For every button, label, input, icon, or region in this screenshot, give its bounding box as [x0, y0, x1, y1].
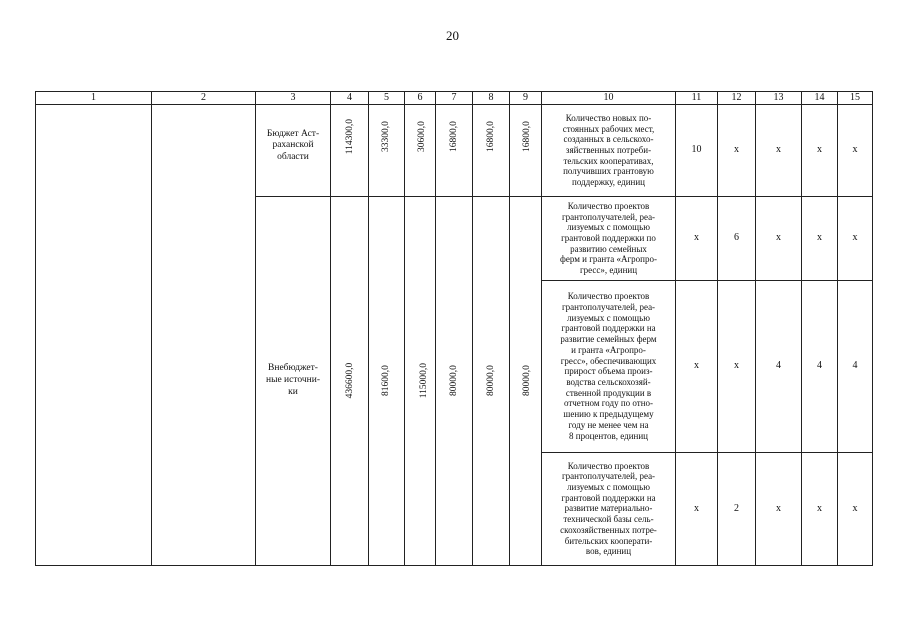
- indicator-value: 2: [718, 452, 756, 565]
- indicator-value: х: [756, 196, 802, 280]
- funding-amount: 81600,0: [380, 365, 391, 397]
- funding-amount-cell: [436, 196, 473, 565]
- indicator-value: х: [802, 196, 838, 280]
- funding-amount: 80000,0: [521, 365, 532, 397]
- funding-amount: 436600,0: [345, 362, 356, 399]
- indicator-value: х: [838, 452, 873, 565]
- column-number: 2: [152, 92, 256, 105]
- funding-amount-cell: [369, 196, 405, 565]
- funding-amount-cell: [331, 104, 369, 196]
- table-row: [36, 104, 873, 196]
- funding-amount: 30600,0: [416, 120, 427, 152]
- empty-cell: [36, 104, 152, 565]
- funding-source: Бюджет Аст- раханской области: [256, 104, 331, 196]
- funding-amount: 114300,0: [345, 118, 356, 155]
- indicator-value: х: [676, 452, 718, 565]
- indicator-value: 4: [756, 280, 802, 452]
- indicator-value: х: [718, 104, 756, 196]
- column-number: 15: [838, 92, 873, 105]
- column-number: 9: [510, 92, 542, 105]
- funding-amount-cell: [405, 104, 436, 196]
- column-number: 3: [256, 92, 331, 105]
- column-number: 4: [331, 92, 369, 105]
- column-number: 6: [405, 92, 436, 105]
- column-number: 14: [802, 92, 838, 105]
- column-number: 1: [36, 92, 152, 105]
- funding-amount-cell: [510, 196, 542, 565]
- indicator-value: х: [676, 280, 718, 452]
- funding-amount-cell: [510, 104, 542, 196]
- program-table: [35, 91, 873, 566]
- indicator-value: х: [756, 104, 802, 196]
- column-number: 12: [718, 92, 756, 105]
- indicator-value: 6: [718, 196, 756, 280]
- indicator-value: х: [838, 104, 873, 196]
- funding-amount-cell: [369, 104, 405, 196]
- funding-source: Внебюджет- ные источни- ки: [256, 196, 331, 565]
- funding-amount: 16800,0: [521, 120, 532, 152]
- indicator-value: х: [676, 196, 718, 280]
- column-number: 5: [369, 92, 405, 105]
- indicator-value: х: [718, 280, 756, 452]
- empty-cell: [152, 104, 256, 565]
- column-number: 11: [676, 92, 718, 105]
- indicator-value: 4: [802, 280, 838, 452]
- indicator-value: 10: [676, 104, 718, 196]
- table-body: [36, 92, 873, 566]
- indicator-value: х: [756, 452, 802, 565]
- indicator-value: х: [802, 452, 838, 565]
- funding-amount-cell: [436, 104, 473, 196]
- indicator-description: Количество проектов грантополучателей, реа- лизуемых с помощью грантовой поддержки на развитие семейных ферм и гранта «Агропро- гресс», обеспечивающих прирост объема произ- водства сельскохозяй- ственной продукции в отчетном году по отно- шению к предыдущему году не менее чем на 8 процентов, единиц: [542, 280, 676, 452]
- indicator-description: Количество проектов грантополучателей, реа- лизуемых с помощью грантовой поддержки по развитию семейных ферм и гранта «Агропро- гресс», единиц: [542, 196, 676, 280]
- funding-amount: 80000,0: [448, 365, 459, 397]
- column-number: 10: [542, 92, 676, 105]
- funding-amount: 16800,0: [448, 120, 459, 152]
- funding-amount: 16800,0: [485, 120, 496, 152]
- funding-amount-cell: [405, 196, 436, 565]
- indicator-description: Количество новых по- стоянных рабочих мест, созданных в сельскохо- зяйственных потреби- тельских кооперативах, получивших грантовую поддержку, единиц: [542, 104, 676, 196]
- column-number: 13: [756, 92, 802, 105]
- indicator-description: Количество проектов грантополучателей, реа- лизуемых с помощью грантовой поддержки на развитие материально- технической базы сель- скохозяйственных потре- бительских кооперати- вов, единиц: [542, 452, 676, 565]
- indicator-value: 4: [838, 280, 873, 452]
- column-number-row: [36, 92, 873, 105]
- funding-amount: 33300,0: [380, 120, 391, 152]
- funding-amount-cell: [473, 104, 510, 196]
- indicator-value: х: [838, 196, 873, 280]
- funding-amount: 115000,0: [419, 363, 430, 399]
- indicator-value: х: [802, 104, 838, 196]
- funding-amount-cell: [473, 196, 510, 565]
- funding-amount-cell: [331, 196, 369, 565]
- funding-amount: 80000,0: [485, 365, 496, 397]
- page-number: 20: [446, 28, 459, 43]
- column-number: 7: [436, 92, 473, 105]
- column-number: 8: [473, 92, 510, 105]
